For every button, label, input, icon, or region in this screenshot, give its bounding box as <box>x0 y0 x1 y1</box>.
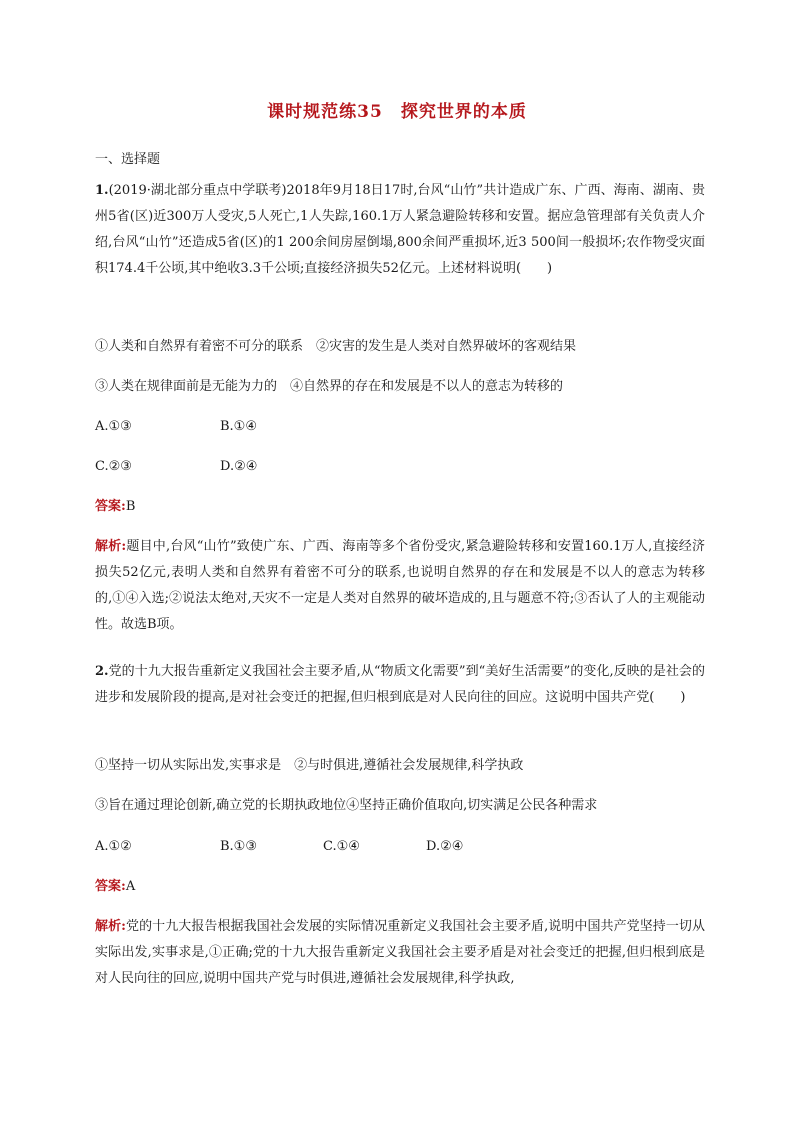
question-1-number: 1. <box>95 183 109 198</box>
question-2-statements-1: ①坚持一切从实际出发,实事求是 ②与时俱进,遵循社会发展规律,科学执政 <box>95 758 524 773</box>
question-2-statements-2: ③旨在通过理论创新,确立党的长期执政地位④坚持正确价值取向,切实满足公民各种需求 <box>95 798 598 813</box>
question-2-explanation <box>95 914 705 992</box>
question-1-answer <box>95 497 705 517</box>
explanation-label: 解析: <box>95 539 127 554</box>
answer-label: 答案: <box>95 879 126 894</box>
answer-label: 答案: <box>95 499 126 514</box>
question-1-option-c: C.②③ <box>95 459 132 474</box>
question-1-text: (2019·湖北部分重点中学联考)2018年9月18日17时,台风“山竹”共计造成广东、广西、海南、湖南、贵州5省(区)近300万人受灾,5人死亡,1人失踪,160.1万人紧急避险转移和安置。据应急管理部有关负责人介绍,台风“山竹”还造成5省(区)的1 200余间房屋倒塌,800余间严重损坏,近3 500间一般损坏;农作物受灾面积174.4千公顷,其中绝收3.3千公顷;直接经济损失52亿元。上述材料说明( ) <box>95 183 705 276</box>
answer-value: A <box>125 879 136 894</box>
answer-value: B <box>125 499 136 514</box>
question-2-number: 2. <box>95 664 109 679</box>
question-2-text: 党的十九大报告重新定义我国社会主要矛盾,从“物质文化需要”到“美好生活需要”的变化,反映的是社会的进步和发展阶段的提高,是对社会变迁的把握,但归根到底是对人民向往的回应。这说明中国共产党( ) <box>95 664 705 705</box>
question-2-option-c: C.①④ <box>323 839 360 854</box>
question-1-option-d: D.②④ <box>220 459 258 474</box>
question-1-statements-1: ①人类和自然界有着密不可分的联系 ②灾害的发生是人类对自然界破坏的客观结果 <box>95 339 577 354</box>
question-2-stem <box>95 659 705 711</box>
question-2-option-d: D.②④ <box>426 839 464 854</box>
explanation-label: 解析: <box>95 919 126 934</box>
question-1-stem <box>95 178 705 282</box>
question-2-answer <box>95 877 705 897</box>
question-2-option-a: A.①② <box>95 839 132 854</box>
question-1-explanation <box>95 534 705 638</box>
question-2-option-b: B.①③ <box>220 839 257 854</box>
explanation-text: 党的十九大报告根据我国社会发展的实际情况重新定义我国社会主要矛盾,说明中国共产党坚持一切从实际出发,实事求是,①正确;党的十九大报告重新定义我国社会主要矛盾是对社会变迁的把握,但归根到底是对人民向往的回应,说明中国共产党与时俱进,遵循社会发展规律,科学执政, <box>95 919 705 986</box>
question-1-option-a: A.①③ <box>95 419 132 434</box>
question-1-option-b: B.①④ <box>220 419 257 434</box>
explanation-text: 题目中,台风“山竹”致使广东、广西、海南等多个省份受灾,紧急避险转移和安置160.1万人,直接经济损失52亿元,表明人类和自然界有着密不可分的联系,也说明自然界的存在和发展是不以人的意志为转移的,①④入选;②说法太绝对,天灾不一定是人类对自然界的破坏造成的,且与题意不符;③否认了人的主观能动性。故选B项。 <box>95 539 705 632</box>
section-heading: 一、选择题 <box>95 152 161 167</box>
question-1-statements-2: ③人类在规律面前是无能为力的 ④自然界的存在和发展是不以人的意志为转移的 <box>95 379 564 394</box>
page-title: 课时规范练35 探究世界的本质 <box>267 102 527 122</box>
